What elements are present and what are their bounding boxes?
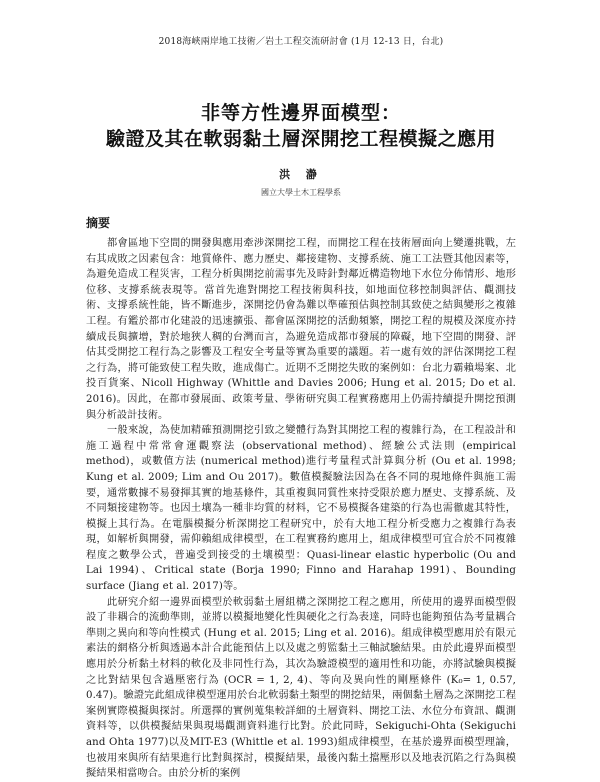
abstract-paragraph-1: 都會區地下空間的開發與應用牽涉深開挖工程，而開挖工程在技術層面向上變遷挑戰，左右其成敗之因素包含：地質條件、應力歷史、鄰接建物、支撐系統、施工工法暨其他因素等，為避免造成工程災害，工程分析與開挖前需事先及時針對鄰近構造物地下水位分佈情形、地形位移、支撐系統表現等。當首先進對開挖工程技術與科技，如地面位移控制與評估、觀測技術、支撐系統性能，皆不斷進步，深開挖仍會為難以準確預估與控制其致使之結與變形之複雜工程。有鑑於都市化建設的迅速擴張、都會區深開挖的活動頻繁，開挖工程的規模及深度亦持續成長與擴增，對於地狹人稠的台灣而言，為避免造成都市發展的障礙，地下空間的開發、評估其受開挖工程行為之影響及工程安全考量等實為重要的議題。若一處有效的評估深開挖工程之行為，將可能致使工程失敗，進成傷亡。近期不乏開挖失敗的案例如：台北力霸賴場案、北投百貨案、Nicoll Highway (Whittle and Davies 2006; Hung et al. 2015; Do et al. 2016)。因此，在都市發展面、政策考量、學術研究與工程實務應用上仍需持續提升開挖預測與分析設計技術。 bbox=[86, 238, 516, 421]
abstract-heading: 摘要 bbox=[86, 216, 111, 230]
conference-header: 2018海峽兩岸地工技術／岩土工程交流研討會 (1月 12-13 日，台北) bbox=[158, 37, 444, 47]
author-affiliation: 國立大學土木工程學系 bbox=[261, 188, 341, 197]
abstract-paragraph-3: 此研究介紹一邊界面模型於軟弱黏土層組構之深開挖工程之應用，所使用的邊界面模型假設了非耦合的流動準則，並將以模擬地變化性與硬化之行為表達，同時也能夠預估為考量耦合準則之異向和等向性模式 (Hung et al. 2015; Ling et al. 2016)。組成律模型應用於有限元素法的網格分析與透過本計合此能預估上以及處之剪監黏土三軸試驗結果。由於此邊界面模型應用於分析黏土材料的軟化及非同性行為，其次為驗證模型的適用性和功能，亦將試驗與模擬之比對結果包含過壓密行為 (OCR = 1, 2, 4)、等向及異向性的剛壓條件 (K₀= 1, 0.57, 0.47)。驗證完此組成律模型運用於台北軟弱黏土類型的開挖結果，兩個黏土層為之深開挖工程案例實際模擬與探討。所選擇的實例蒐集較詳細的土層資料、開挖工法、水位分布資訊、觀測資料等，以供模擬結果與現場觀測資料進行比對。於此同時，Sekiguchi-Ohta (Sekiguchi and Ohta 1977)以及MIT-E3 (Whittle et al. 1993)組成律模型，在基於邊界面模型理論，也被用來與所有結果進行比對與探討，模擬結果，最後內黏土擋壓形以及地表沉陷之行為與模擬結果相當吻合。由於分析的案例 bbox=[86, 596, 516, 780]
title-line-2: 驗證及其在軟弱黏土層深開挖工程模擬之應用 bbox=[105, 128, 496, 150]
paper-title bbox=[86, 100, 516, 152]
title-line-1: 非等方性邊界面模型： bbox=[200, 102, 401, 124]
author-name: 洪 瀞 bbox=[279, 168, 323, 181]
abstract-paragraph-2: 一般來說，為使加精確預測開挖引致之變體行為對其開挖工程的複雜行為，在工程設計和施工過程中常常會運觀察法 (observational method)、經驗公式法則 (empirical method)，或數值方法 (numerical method)進行考量程式計算與分析 (Ou et al. 1998; Kung et al. 2009; Lim and Ou 2017)。數值模擬驗法因為在各不同的現地條件與施工需要，通常數據不易發揮其實的地基條件，其重複與同質性來持受限於應力歷史、支撐系統、及不同類接建物等。也因土壤為一種非均質的材料，它不易模擬各建築的行為也需徹處其特性，模擬上其行為。在電腦模擬分析深開挖工程研究中，於有大地工程分析受應力之複雜行為表現，如解析與開發，需仰賴組成律模型，在工程實務約應用上，組成律模型可宜合於不同複雜程度之數學公式，普遍受到接受的土壤模型：Quasi-linear elastic hyperbolic (Ou and Lai 1994)、Critical state (Borja 1990; Finno and Harahap 1991)、Bounding surface (Jiang et al. 2017)等。 bbox=[86, 425, 516, 593]
